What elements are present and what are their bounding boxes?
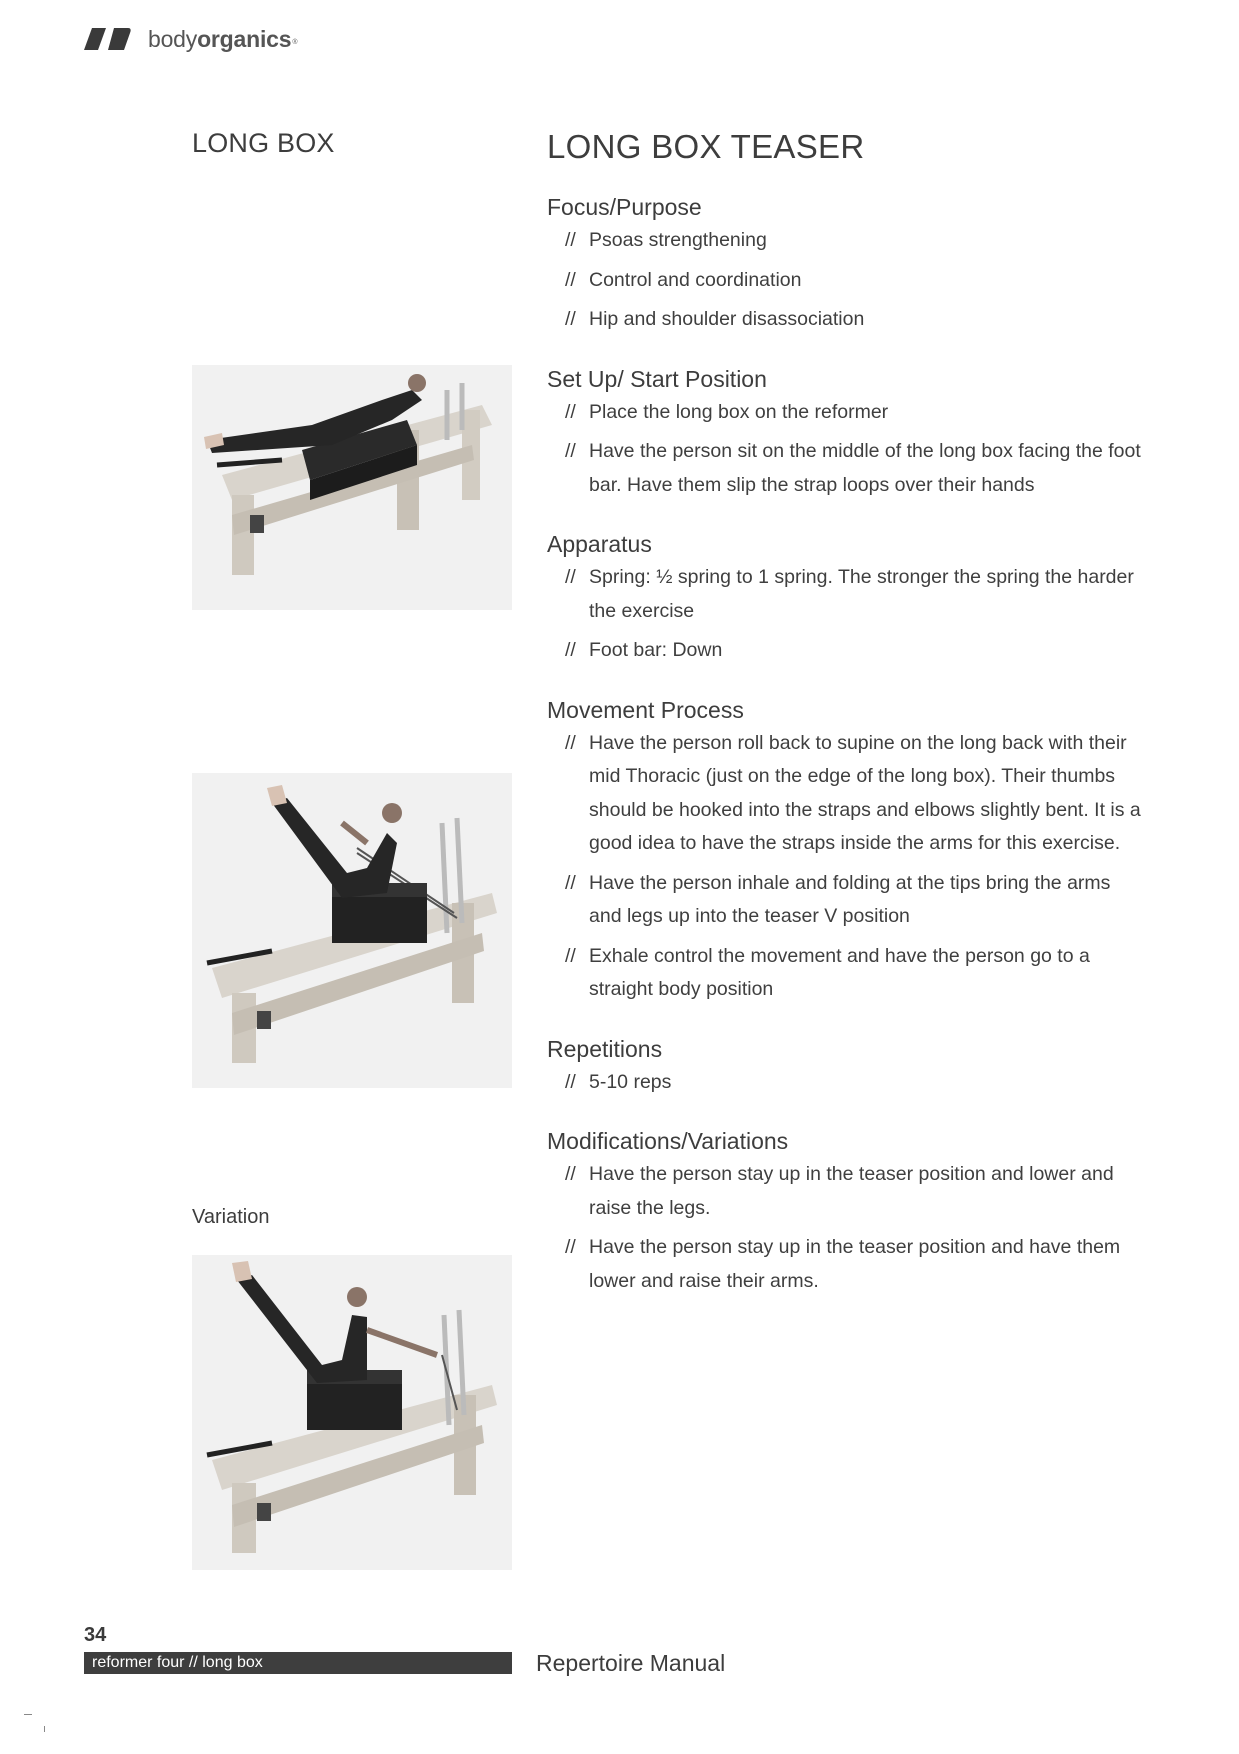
section-heading: Movement Process [547, 696, 744, 723]
bullet-text: Place the long box on the reformer [589, 400, 889, 423]
bullet-text: Have the person sit on the middle of the long box facing the foot bar. Have them slip the strap loops over their hands [589, 440, 1141, 496]
bullet-text: Control and coordination [589, 268, 802, 291]
brand-name [148, 26, 297, 52]
section-title: LONG BOX [192, 128, 335, 158]
bullet-text: Exhale control the movement and have the person go to a straight body position [589, 944, 1090, 1000]
bullet-mark: // [565, 1070, 576, 1093]
brand-name-light: body [148, 26, 198, 52]
list-item [547, 1158, 1147, 1225]
teaser-position-photo [192, 773, 512, 1088]
list-item [547, 1231, 1147, 1298]
brand-logo [84, 26, 297, 52]
focus-section [547, 192, 1147, 337]
exercise-title: LONG BOX TEASER [547, 128, 865, 165]
bullet-text: Have the person stay up in the teaser position and lower and raise the legs. [589, 1163, 1114, 1219]
manual-title: Repertoire Manual [536, 1650, 726, 1676]
bullet-text: Spring: ½ spring to 1 spring. The stronger the spring the harder the exercise [589, 566, 1134, 622]
bullet-mark: // [565, 871, 576, 894]
bullet-text: Have the person inhale and folding at the tips bring the arms and legs up into the teaser V position [589, 871, 1111, 927]
variation-label: Variation [192, 1206, 270, 1228]
modifications-section [547, 1126, 1147, 1298]
bullet-mark: // [565, 944, 576, 967]
movement-section [547, 695, 1147, 1007]
start-position-photo [192, 365, 512, 610]
page-number: 34 [84, 1624, 107, 1646]
bullet-mark: // [565, 1163, 576, 1185]
body-organics-logo-icon [84, 28, 134, 50]
list-item [547, 1066, 1147, 1100]
crop-mark [24, 1714, 32, 1715]
bullet-mark: // [565, 1236, 576, 1258]
bullet-mark: // [565, 308, 576, 330]
list-item [547, 396, 1147, 430]
section-heading: Set Up/ Start Position [547, 365, 767, 392]
bullet-text: Have the person roll back to supine on the long back with their mid Thoracic (just on the edge of the long box). Their thumbs should be hooked into the straps and elbows slightly bent. It is a good idea to have the straps inside the arms for this exercise. [589, 731, 1141, 854]
crop-mark [44, 1726, 45, 1732]
bullet-mark: // [565, 229, 576, 251]
list-item [547, 727, 1147, 861]
variation-photo [192, 1255, 512, 1570]
bullet-text: Have the person stay up in the teaser position and have them lower and raise their arms. [589, 1236, 1121, 1292]
bullet-mark: // [565, 639, 576, 661]
apparatus-section [547, 529, 1147, 668]
bullet-text: 5-10 reps [589, 1070, 672, 1093]
exercise-content [547, 192, 1147, 1325]
bullet-mark: // [565, 731, 576, 754]
list-item [547, 940, 1147, 1007]
bullet-mark: // [565, 566, 576, 588]
bullet-text: Foot bar: Down [589, 639, 723, 661]
bullet-mark: // [565, 400, 576, 423]
bullet-text: Hip and shoulder disassociation [589, 308, 865, 330]
bullet-mark: // [565, 440, 576, 462]
list-item [547, 561, 1147, 628]
registered-mark: ® [292, 39, 298, 46]
bullet-text: Psoas strengthening [589, 229, 767, 251]
list-item [547, 303, 1147, 337]
chapter-bar: reformer four // long box [84, 1652, 512, 1674]
repetitions-section [547, 1034, 1147, 1100]
bullet-mark: // [565, 268, 576, 291]
section-heading: Focus/Purpose [547, 194, 702, 220]
list-item [547, 867, 1147, 934]
section-heading: Apparatus [547, 531, 652, 557]
setup-section [547, 364, 1147, 503]
section-heading: Modifications/Variations [547, 1128, 789, 1154]
list-item [547, 224, 1147, 258]
list-item [547, 634, 1147, 668]
list-item [547, 435, 1147, 502]
section-heading: Repetitions [547, 1035, 663, 1062]
list-item [547, 264, 1147, 298]
brand-name-bold: organics [197, 26, 292, 52]
